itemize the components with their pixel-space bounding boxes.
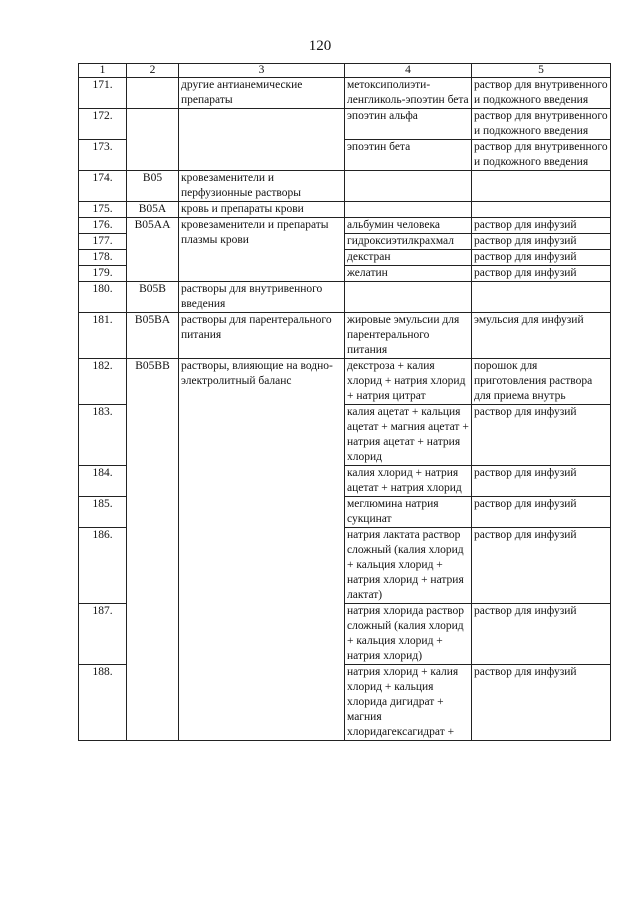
row-number: 178. <box>79 250 127 266</box>
dosage-form: раствор для инфузий <box>472 218 611 234</box>
drug-name: эпоэтин бета <box>345 140 472 171</box>
group-name: растворы для парентерального питания <box>179 313 345 359</box>
dosage-form: раствор для инфузий <box>472 528 611 604</box>
dosage-form: раствор для инфузий <box>472 604 611 665</box>
group-name: кровь и препараты крови <box>179 202 345 218</box>
atc-code <box>127 78 179 109</box>
drug-name <box>345 171 472 202</box>
table-row <box>79 171 611 202</box>
table-row <box>79 78 611 109</box>
header-cell: 4 <box>345 64 472 78</box>
dosage-form: раствор для инфузий <box>472 497 611 528</box>
group-name <box>179 109 345 171</box>
row-number: 176. <box>79 218 127 234</box>
drug-name: меглюмина натрия сукцинат <box>345 497 472 528</box>
drug-name: натрия хлорид + калия хлорид + кальция хлорида дигидрат + магния хлоридагексагидрат + <box>345 665 472 741</box>
drug-name: альбумин человека <box>345 218 472 234</box>
row-number: 184. <box>79 466 127 497</box>
row-number: 188. <box>79 665 127 741</box>
drug-name: желатин <box>345 266 472 282</box>
atc-code: B05AA <box>127 218 179 282</box>
group-name: другие антианемические препараты <box>179 78 345 109</box>
row-number: 177. <box>79 234 127 250</box>
group-name: кровезаменители и препараты плазмы крови <box>179 218 345 282</box>
header-cell: 1 <box>79 64 127 78</box>
table-row <box>79 109 611 140</box>
row-number: 175. <box>79 202 127 218</box>
row-number: 183. <box>79 405 127 466</box>
group-name: растворы для внутривенного введения <box>179 282 345 313</box>
page-number: 120 <box>308 38 332 54</box>
row-number: 182. <box>79 359 127 405</box>
dosage-form: раствор для инфузий <box>472 665 611 741</box>
drug-name: жировые эмульсии для парентерального питания <box>345 313 472 359</box>
table-row <box>79 202 611 218</box>
row-number: 174. <box>79 171 127 202</box>
dosage-form: раствор для внутривенного и подкожного введения <box>472 140 611 171</box>
atc-code: B05A <box>127 202 179 218</box>
atc-code: B05 <box>127 171 179 202</box>
dosage-form <box>472 171 611 202</box>
drug-name: декстроза + калия хлорид + натрия хлорид + натрия цитрат <box>345 359 472 405</box>
atc-code: B05B <box>127 282 179 313</box>
drug-name: натрия лактата раствор сложный (калия хлорид + кальция хлорид + натрия хлорид + натрия лактат) <box>345 528 472 604</box>
row-number: 171. <box>79 78 127 109</box>
table-row <box>79 218 611 234</box>
row-number: 172. <box>79 109 127 140</box>
dosage-form: раствор для инфузий <box>472 234 611 250</box>
drug-name <box>345 202 472 218</box>
drug-table <box>78 63 611 741</box>
row-number: 187. <box>79 604 127 665</box>
row-number: 186. <box>79 528 127 604</box>
drug-name <box>345 282 472 313</box>
dosage-form <box>472 282 611 313</box>
dosage-form: раствор для инфузий <box>472 466 611 497</box>
table-row <box>79 313 611 359</box>
row-number: 179. <box>79 266 127 282</box>
dosage-form: порошок для приготовления раствора для приема внутрь <box>472 359 611 405</box>
drug-name: калия хлорид + натрия ацетат + натрия хлорид <box>345 466 472 497</box>
header-cell: 5 <box>472 64 611 78</box>
group-name: кровезаменители и перфузионные растворы <box>179 171 345 202</box>
drug-name: декстран <box>345 250 472 266</box>
dosage-form: эмульсия для инфузий <box>472 313 611 359</box>
dosage-form: раствор для внутривенного и подкожного введения <box>472 78 611 109</box>
drug-name: метоксиполиэти- ленгликоль-эпоэтин бета <box>345 78 472 109</box>
dosage-form <box>472 202 611 218</box>
drug-name: гидроксиэтилкрахмал <box>345 234 472 250</box>
row-number: 185. <box>79 497 127 528</box>
row-number: 181. <box>79 313 127 359</box>
table-row <box>79 282 611 313</box>
row-number: 173. <box>79 140 127 171</box>
header-row <box>79 64 611 78</box>
header-cell: 2 <box>127 64 179 78</box>
dosage-form: раствор для инфузий <box>472 250 611 266</box>
drug-name: эпоэтин альфа <box>345 109 472 140</box>
atc-code <box>127 109 179 171</box>
atc-code: B05BA <box>127 313 179 359</box>
atc-code: B05BB <box>127 359 179 741</box>
group-name: растворы, влияющие на водно-электролитный баланс <box>179 359 345 741</box>
dosage-form: раствор для инфузий <box>472 405 611 466</box>
dosage-form: раствор для инфузий <box>472 266 611 282</box>
drug-name: калия ацетат + кальция ацетат + магния ацетат + натрия ацетат + натрия хлорид <box>345 405 472 466</box>
table-row <box>79 359 611 405</box>
dosage-form: раствор для внутривенного и подкожного введения <box>472 109 611 140</box>
drug-name: натрия хлорида раствор сложный (калия хлорид + кальция хлорид + натрия хлорид) <box>345 604 472 665</box>
row-number: 180. <box>79 282 127 313</box>
header-cell: 3 <box>179 64 345 78</box>
